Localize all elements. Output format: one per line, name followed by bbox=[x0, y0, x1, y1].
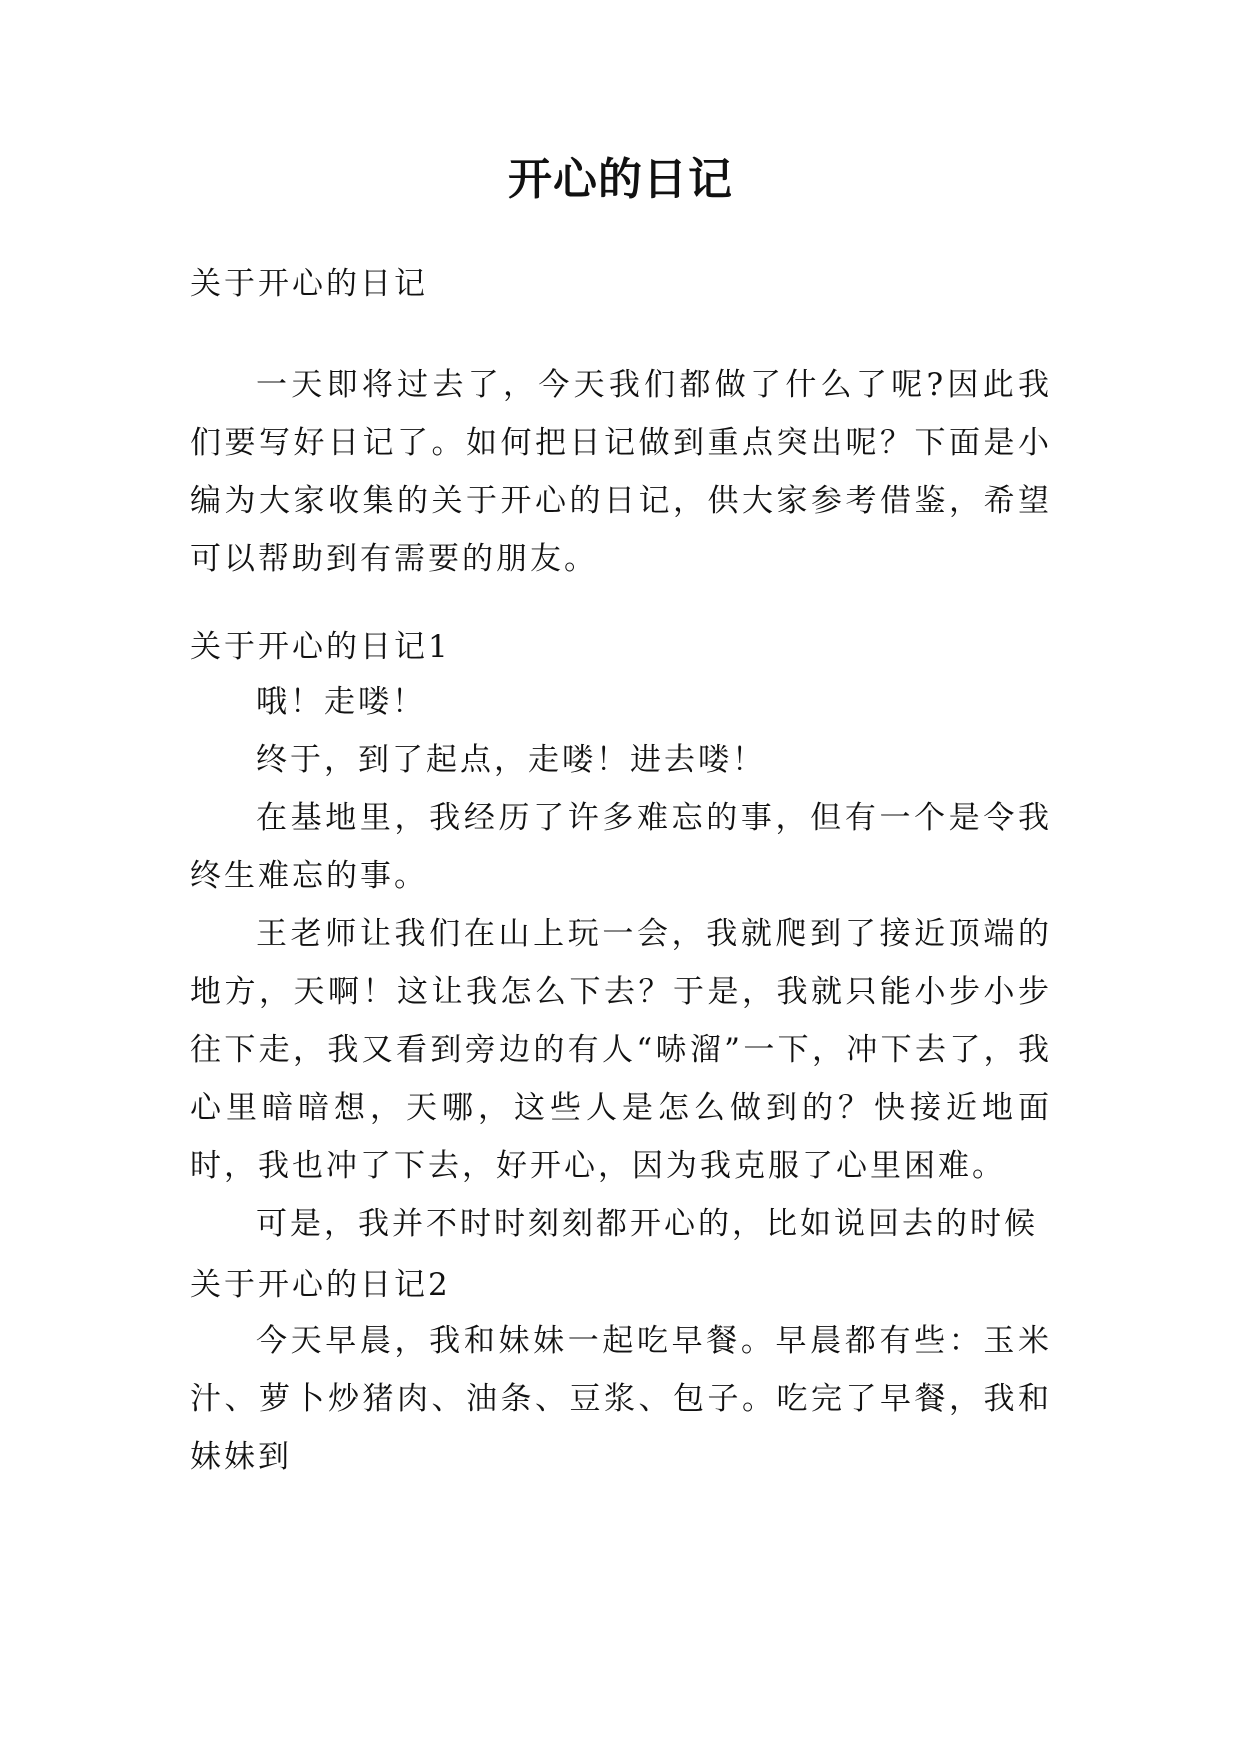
entry-1-paragraph: 王老师让我们在山上玩一会，我就爬到了接近顶端的地方，天啊！这让我怎么下去？于是，我就只能小步小步往下走，我又看到旁边的有人“哧溜”一下，冲下去了，我心里暗暗想，天哪，这些人是怎么做到的？快接近地面时，我也冲了下去，好开心，因为我克服了心里困难。 bbox=[190, 916, 1052, 1184]
entry-1-body bbox=[190, 673, 1052, 1253]
entry-1-heading: 关于开心的日记1 bbox=[190, 629, 451, 665]
subtitle: 关于开心的日记 bbox=[190, 266, 428, 302]
entry-1-paragraph: 在基地里，我经历了许多难忘的事，但有一个是令我终生难忘的事。 bbox=[190, 800, 1052, 894]
entry-2-paragraph: 今天早晨，我和妹妹一起吃早餐。早晨都有些：玉米汁、萝卜炒猪肉、油条、豆浆、包子。吃完了早餐，我和妹妹到 bbox=[190, 1323, 1052, 1475]
entry-1-paragraph: 终于，到了起点，走喽！进去喽！ bbox=[256, 742, 766, 778]
intro-paragraph: 一天即将过去了，今天我们都做了什么了呢?因此我们要写好日记了。如何把日记做到重点突出呢？下面是小编为大家收集的关于开心的日记，供大家参考借鉴，希望可以帮助到有需要的朋友。 bbox=[190, 367, 1052, 577]
entry-1-paragraph: 哦！走喽！ bbox=[256, 684, 426, 720]
entry-2-body bbox=[190, 1312, 1052, 1486]
entry-2-heading: 关于开心的日记2 bbox=[190, 1267, 451, 1303]
document-title: 开心的日记 bbox=[508, 154, 733, 205]
intro-section bbox=[190, 356, 1052, 588]
entry-1-paragraph: 可是，我并不时时刻刻都开心的，比如说回去的时候 bbox=[256, 1206, 1038, 1242]
